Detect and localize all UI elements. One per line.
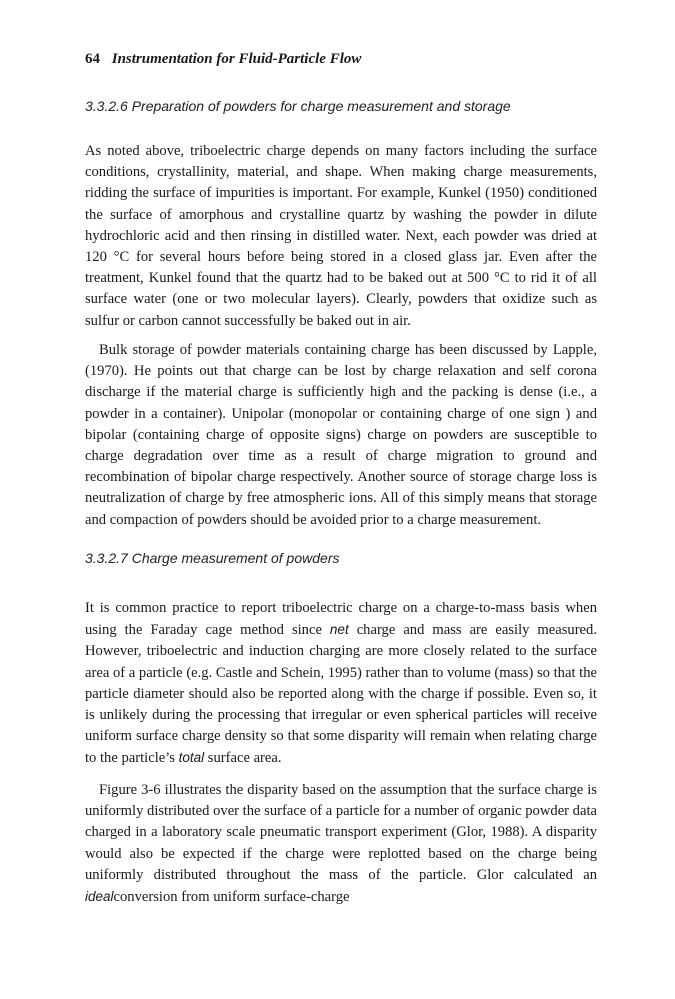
emphasis-ideal: ideal: [85, 889, 114, 905]
paragraph-text: charge and mass are easily measured. However, triboelectric and induction charging are more closely related to the surface area of a particle (e.g. Castle and Schein, 1995) rather than to volume (mass) so that the particle diameter should also be reported along with the charge if possible. Even so, it is unlikely during the processing that irregular or even spherical particles will receive uniform surface charge density so that some disparity will remain when relating charge to the particle’s: [85, 622, 597, 767]
emphasis-total: total: [178, 750, 205, 766]
paragraph-figure-3-6: [85, 780, 597, 908]
paragraph-text: Bulk storage of powder materials containing charge has been discussed by Lapple, (1970). He points out that charge can be lost by charge relaxation and self corona discharge if the material charge is sufficiently high and the packing is dense (i.e., a powder in a container). Unipolar (monopolar or containing charge of one sign ) and bipolar (containing charge of opposite signs) charge on powders are susceptible to charge degradation over time as a result of charge migration to ground and recombination of bipolar charge respectively. Another source of storage charge loss is neutralization of charge by free atmospheric ions. All of this simply means that storage and compaction of powders should be avoided prior to a charge measurement.: [85, 342, 597, 528]
paragraph-preparation: [85, 141, 597, 332]
paragraph-text: As noted above, triboelectric charge depends on many factors including the surface conditions, crystallinity, material, and shape. When making charge measurements, ridding the surface of impurities is important. For example, Kunkel (1950) conditioned the surface of amorphous and crystalline quartz by washing the powder in dilute hydrochloric acid and then rinsing in distilled water. Next, each powder was dried at 120 °C for several hours before being stored in a closed glass jar. Even after the treatment, Kunkel found that the quartz had to be baked out at 500 °C to rid it of all surface water (one or two molecular layers). Clearly, powders that oxidize such as sulfur or carbon cannot successfully be baked out in air.: [85, 143, 597, 329]
paragraph-text: It is common practice to report triboelectric charge on a charge-to-mass basis when using the Faraday cage method since: [85, 600, 597, 639]
running-header: [85, 51, 361, 68]
paragraph-charge-measurement: [85, 598, 597, 770]
page-number: 64: [85, 51, 100, 67]
paragraph-text: surface area.: [204, 750, 282, 767]
section-heading-3327: 3.3.2.7 Charge measurement of powders: [85, 550, 340, 566]
section-heading-3326: 3.3.2.6 Preparation of powders for charge measurement and storage: [85, 98, 511, 114]
paragraph-text: Figure 3-6 illustrates the disparity based on the assumption that the surface charge is uniformly distributed over the surface of a particle for a number of organic powder data charged in a laboratory scale pneumatic transport experiment (Glor, 1988). A disparity would also be expected if the charge were replotted based on the charge being uniformly distributed throughout the mass of the particle. Glor calculated an: [85, 782, 597, 883]
book-title: Instrumentation for Fluid-Particle Flow: [111, 51, 362, 67]
paragraph-bulk-storage: [85, 340, 597, 531]
paragraph-text: conversion from uniform surface-charge: [113, 889, 350, 906]
emphasis-net: net: [329, 622, 349, 638]
